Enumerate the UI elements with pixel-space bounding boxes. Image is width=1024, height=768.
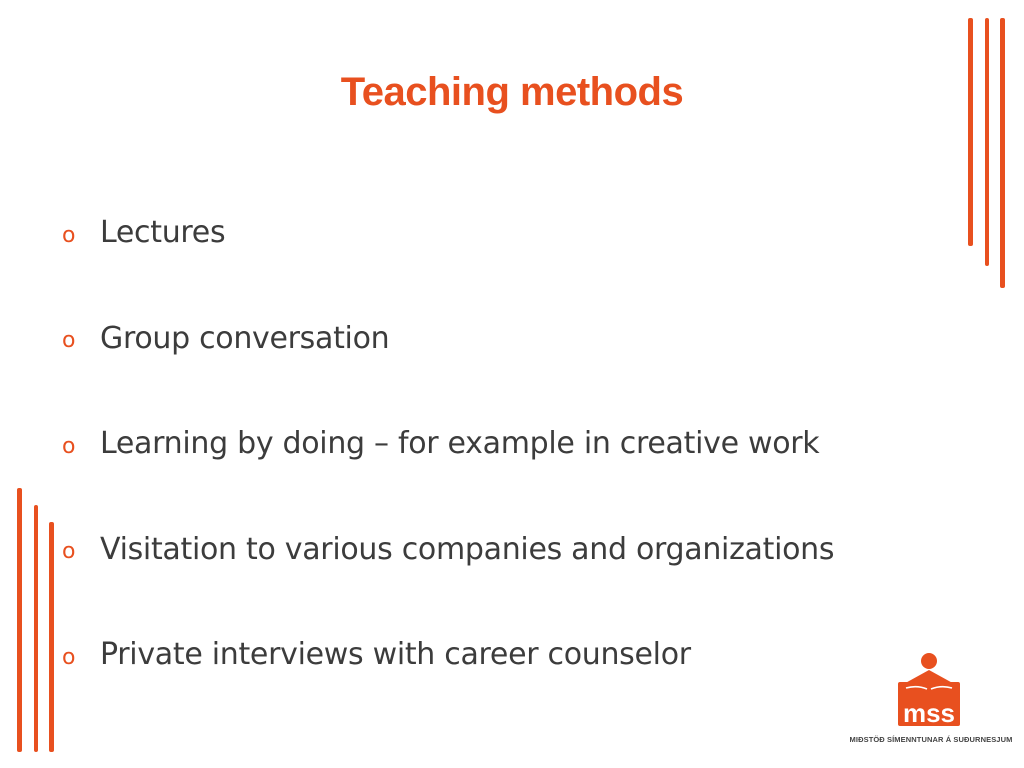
bullet-marker: o xyxy=(62,433,76,459)
bullet-marker: o xyxy=(62,328,76,354)
decorative-stripe xyxy=(968,18,973,246)
bullet-list xyxy=(62,180,942,708)
bullet-text: Private interviews with career counselor xyxy=(100,637,691,673)
decorative-stripe xyxy=(985,18,989,266)
bullet-text: Group conversation xyxy=(100,320,390,356)
bullet-item xyxy=(62,286,942,392)
decorative-stripe xyxy=(34,505,38,752)
bullet-marker: o xyxy=(62,222,76,248)
bullet-item xyxy=(62,391,942,497)
bullet-text: Learning by doing – for example in creative work xyxy=(100,426,820,462)
decorative-stripe xyxy=(17,488,22,752)
bullet-text: Lectures xyxy=(100,215,226,251)
bullet-text: Visitation to various companies and organizations xyxy=(100,531,835,567)
logo-wordmark: mss xyxy=(902,698,956,728)
decorative-stripe xyxy=(1000,18,1005,288)
decorative-stripe xyxy=(49,522,54,752)
bullet-item xyxy=(62,497,942,603)
logo-head-icon xyxy=(921,653,937,669)
bullet-item xyxy=(62,180,942,286)
bullet-marker: o xyxy=(62,539,76,565)
slide-title: Teaching methods xyxy=(340,70,684,114)
bullet-marker: o xyxy=(62,644,76,670)
bullet-item xyxy=(62,602,942,708)
logo-caption: MIÐSTÖÐ SÍMENNTUNAR Á SUÐURNESJUM xyxy=(849,735,1013,744)
